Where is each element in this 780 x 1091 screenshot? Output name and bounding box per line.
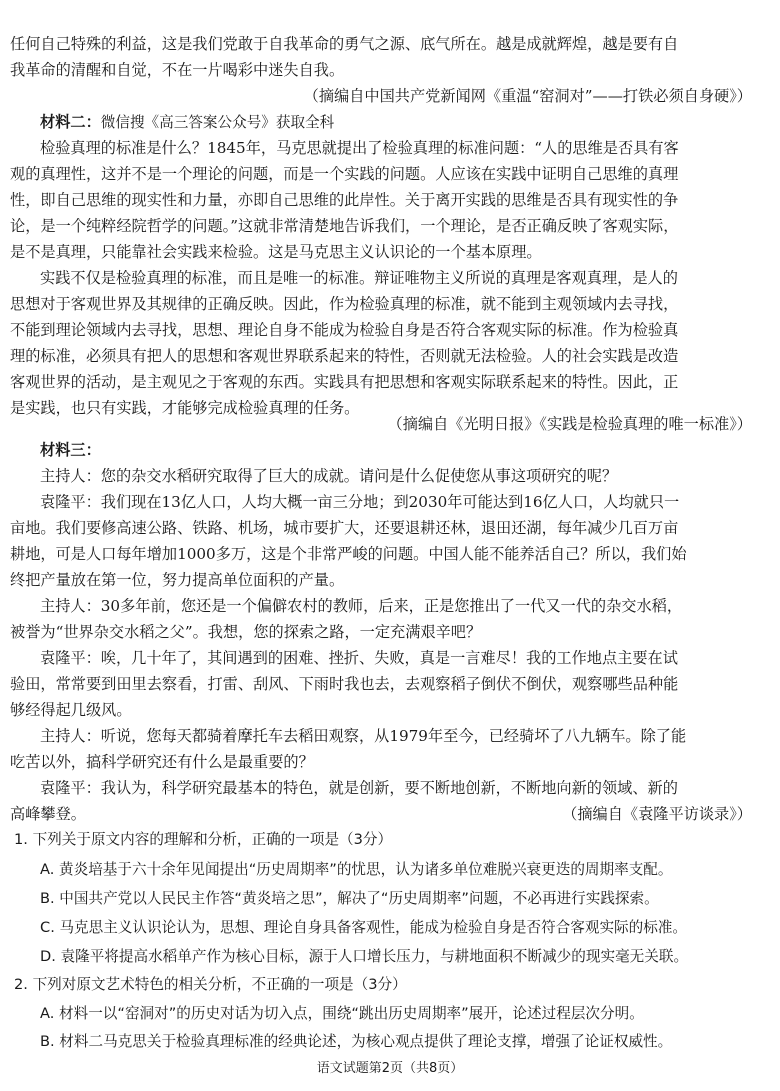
text-line: 被誉为“世界杂交水稻之父”。我想，您的探索之路，一定充满艰辛吧？ [10, 623, 482, 641]
page-footer: 语文试题第2页（共8页） [316, 1061, 464, 1076]
text-line: 主持人：听说，您每天都骑着摩托车去稻田观察，从1979年至今，已经骑坏了八九辆车。除了能 [40, 727, 687, 745]
text-line: 是实践，也只有实践，才能够完成检验真理的任务。 [10, 399, 360, 417]
question-2-stem: 2. 下列对原文艺术特色的相关分析，不正确的一项是（3分） [14, 976, 407, 993]
text-line: 耕地，可是人口每年增加1000多万，这是个非常严峻的问题。中国人能不能养活自己？所以，我们始 [10, 545, 687, 563]
text-line: 不能到理论领域内去寻找，思想、理论自身不能成为检验自身是否符合客观实际的标准。作为检验真 [10, 321, 679, 339]
question-1-option-b: B. 中国共产党以人民民主作答“黄炎培之思”，解决了“历史周期率”问题，不必再进行实践探索。 [40, 890, 659, 907]
source-citation: （摘编自中国共产党新闻网《重温“窑洞对”——打铁必须自身硬》） [303, 87, 752, 105]
text-line: 终把产量放在第一位，努力提高单位面积的产量。 [10, 571, 345, 589]
text-line: 高峰攀登。 [10, 805, 86, 823]
text-line: 观的真理性，这并不是一个理论的问题，而是一个实践的问题。人应该在实践中证明自己思维的真理 [10, 165, 679, 183]
question-1-option-d: D. 袁隆平将提高水稻单产作为核心目标，源于人口增长压力，与耕地面积不断减少的现实毫无关联。 [40, 948, 689, 965]
question-2-option-a: A. 材料一以“窑洞对”的历史对话为切入点，围绕“跳出历史周期率”展开，论述过程层次分明。 [40, 1005, 644, 1022]
text-line: 检验真理的标准是什么？1845年，马克思就提出了检验真理的标准问题：“人的思维是否具有客 [40, 139, 679, 157]
text-line: 理的标准，必须具有把人的思想和客观世界联系起来的特性，否则就无法检验。人的社会实践是改造 [10, 347, 679, 365]
text-line: 思想对于客观世界及其规律的正确反映。因此，作为检验真理的标准，就不能到主观领域内去寻找， [10, 295, 679, 313]
material-two-heading [40, 112, 334, 133]
text-line: 主持人：您的杂交水稻研究取得了巨大的成就。请问是什么促使您从事这项研究的呢？ [40, 467, 618, 485]
source-citation: （摘编自《光明日报》《实践是检验真理的唯一标准》） [387, 415, 752, 433]
section-label: 材料三： [40, 441, 101, 459]
text-line: 袁隆平：我们现在13亿人口，人均大概一亩三分地；到2030年可能达到16亿人口，人均就只一 [40, 493, 680, 511]
question-1-option-c: C. 马克思主义认识论认为，思想、理论自身具备客观性，能成为检验自身是否符合客观实际的标准。 [40, 919, 688, 936]
text-line: 够经得起几级风。 [10, 701, 132, 719]
text-line: 是不是真理，只能靠社会实践来检验。这是马克思主义认识论的一个基本原理。 [10, 243, 542, 261]
text-line: 亩地。我们要修高速公路、铁路、机场，城市要扩大，还要退耕还林，退田还湖，每年减少几百万亩 [10, 519, 679, 537]
question-1-stem: 1. 下列关于原文内容的理解和分析，正确的一项是（3分） [14, 831, 393, 848]
text-line: 吃苦以外，搞科学研究还有什么是最重要的？ [10, 753, 314, 771]
text-line: 验田，常常要到田里去察看，打雷、刮风、下雨时我也去，去观察稻子倒伏不倒伏，观察哪些品种能 [10, 675, 679, 693]
text-line: 袁隆平：我认为，科学研究最基本的特色，就是创新，要不断地创新，不断地向新的领域、新的 [40, 779, 678, 797]
text-line: 主持人：30多年前，您还是一个偏僻农村的教师，后来，正是您推出了一代又一代的杂交水稻， [40, 597, 683, 615]
watermark-text: 微信搜《高三答案公众号》获取全科 [100, 114, 335, 131]
text-line: 实践不仅是检验真理的标准，而且是唯一的标准。辩证唯物主义所说的真理是客观真理，是人的 [40, 269, 678, 287]
text-line: 我革命的清醒和自觉，不在一片喝彩中迷失自我。 [10, 61, 345, 79]
source-citation: （摘编自《袁隆平访谈录》） [562, 805, 752, 823]
text-line: 性，即自己思维的现实性和力量，亦即自己思维的此岸性。关于离开实践的思维是否具有现实性的争 [10, 191, 679, 209]
text-line: 袁隆平：唉，几十年了，其间遇到的困难、挫折、失败，真是一言难尽！我的工作地点主要在试 [40, 649, 678, 667]
section-label: 材料二： [40, 113, 101, 131]
text-line: 任何自己特殊的利益，这是我们党敢于自我革命的勇气之源、底气所在。越是成就辉煌，越是要有自 [10, 35, 679, 53]
question-1-option-a: A. 黄炎培基于六十余年见闻提出“历史周期率”的忧思，认为诸多单位难脱兴衰更迭的周期率支配。 [40, 861, 673, 878]
text-line: 客观世界的活动，是主观见之于客观的东西。实践具有把思想和客观实际联系起来的特性。因此，正 [10, 373, 679, 391]
text-line: 论，是一个纯粹经院哲学的问题。”这就非常清楚地告诉我们，一个理论，是否正确反映了客观实际， [10, 217, 679, 235]
question-2-option-b: B. 材料二马克思关于检验真理标准的经典论述，为核心观点提供了理论支撑，增强了论证权威性。 [40, 1033, 673, 1050]
